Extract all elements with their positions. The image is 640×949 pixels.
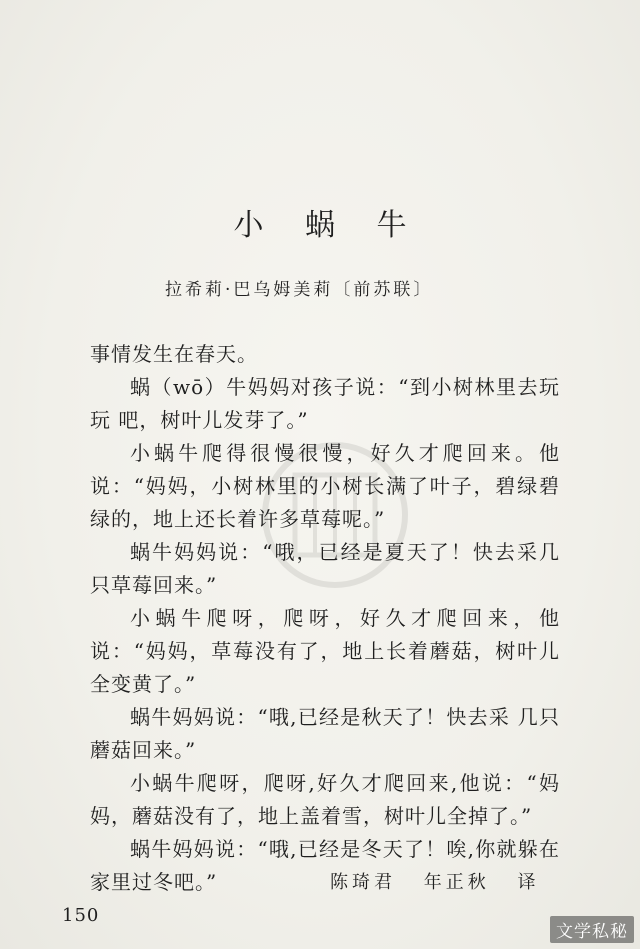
story-body bbox=[90, 338, 560, 899]
translator-name: 陈琦君 bbox=[330, 872, 396, 893]
translator-credit bbox=[330, 868, 539, 894]
paragraph: 小蜗牛爬呀，爬呀,好久才爬回来,他说：“妈妈，蘑菇没有了，地上盖着雪，树叶儿全掉了。” bbox=[90, 771, 560, 828]
paragraph: 蜗（wō）牛妈妈对孩子说：“到小树林里去玩 玩 吧，树叶儿发芽了。” bbox=[90, 375, 560, 432]
translator-name: 年正秋 bbox=[423, 872, 490, 893]
translator-role: 译 bbox=[517, 872, 540, 893]
paragraph: 小蜗牛爬得很慢很慢，好久才爬回来。他说：“妈妈，小树林里的小树长满了叶子，碧绿碧绿的，地上还长着许多草莓呢。” bbox=[90, 441, 560, 531]
paragraph: 小蜗牛爬呀，爬呀，好久才爬回来，他说：“妈妈，草莓没有了，地上长着蘑菇，树叶儿全变黄了。” bbox=[90, 606, 560, 696]
paragraph: 蜗牛妈妈说：“哦,已经是冬天了！唉,你就躲在家里过冬吧。” bbox=[90, 837, 560, 894]
paragraph: 蜗牛妈妈说：“哦，已经是夏天了！快去采几只草莓回来。” bbox=[90, 540, 560, 597]
page-number: 150 bbox=[62, 905, 100, 926]
author-line: 拉希莉·巴乌姆美莉〔前苏联〕 bbox=[165, 280, 434, 300]
paragraph: 事情发生在春天。 bbox=[90, 342, 258, 366]
story-title: 小 蜗 牛 bbox=[233, 208, 423, 243]
watermark-label: 文学私秘 bbox=[550, 916, 634, 943]
paragraph: 蜗牛妈妈说：“哦,已经是秋天了！快去采 几只蘑菇回来。” bbox=[90, 705, 560, 762]
